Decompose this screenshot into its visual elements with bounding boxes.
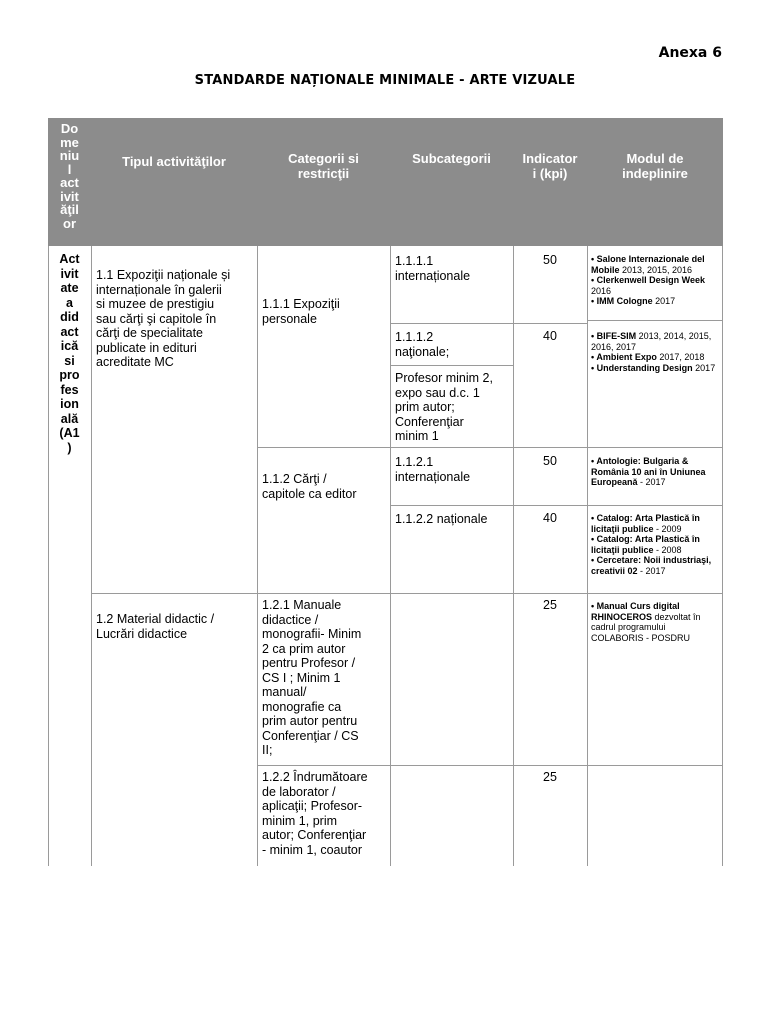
- mode-list-1-1-2-1: [587, 452, 722, 492]
- mode-item-detail: - 2017: [637, 477, 666, 487]
- mode-item-title: • Catalog: Arta Plastică în licitaţii publice: [591, 513, 700, 534]
- mode-list-1-2-1: [587, 597, 722, 647]
- mode-item: [591, 534, 718, 555]
- mode-item-detail: - 2009: [653, 523, 682, 534]
- kpi-1-2-2: 25: [543, 770, 557, 784]
- grid-line: [390, 323, 587, 324]
- mode-item-title: • Cercetare: Noii industriaşi, creativii 02: [591, 555, 712, 576]
- subcategory-1-1-1-1: 1.1.1.1 internaționale: [395, 254, 471, 283]
- mode-item-title: • Salone Internazionale del Mobile: [591, 254, 705, 275]
- grid-line: [257, 447, 722, 448]
- col-header-mode: Modul de indeplinire: [622, 151, 688, 181]
- category-1-2-2: 1.2.2 Îndrumătoare de laborator / aplicaţii; Profesor- minim 1, prim autor; Conferenţiar - minim 1, coautor: [262, 770, 368, 857]
- subcategory-1-1-2-2: 1.1.2.2 naționale: [395, 512, 488, 526]
- kpi-1-1-1-1: 50: [543, 253, 557, 267]
- mode-item: [591, 296, 718, 307]
- grid-line: [91, 593, 722, 594]
- category-1-2-1: 1.2.1 Manuale didactice / monografii- Minim 2 ca prim autor pentru Profesor / CS I ; Minim 1 manual/ monografie ca prim autor pentru Conferenţiar / CS II;: [262, 598, 362, 757]
- mode-item-detail: 2017: [652, 296, 676, 306]
- mode-item-title: • Clerkenwell Design Week: [591, 275, 706, 285]
- mode-item: [591, 352, 718, 363]
- category-1-1-2: 1.1.2 Cărţi / capitole ca editor: [262, 472, 357, 501]
- mode-list-1-1-2-2: [587, 509, 722, 580]
- mode-item-detail: 2016: [591, 285, 612, 296]
- page-title: STANDARDE NAȚIONALE MINIMALE - ARTE VIZUALE: [194, 73, 576, 88]
- category-1-1-1: 1.1.1 Expoziţii personale: [262, 297, 340, 326]
- kpi-1-1-2-1: 50: [543, 454, 557, 468]
- mode-item-detail: 2017: [692, 362, 716, 373]
- kpi-1-1-2-2: 40: [543, 511, 557, 525]
- mode-item-title: • Catalog: Arta Plastică în licitaţii publice: [591, 534, 700, 555]
- col-header-type: Tipul activităţilor: [122, 154, 226, 169]
- mode-item-title: • Manual Curs digital RHINOCEROS: [591, 601, 680, 622]
- grid-line: [587, 320, 722, 321]
- mode-item: [591, 275, 718, 296]
- mode-item-title: • BIFE-SIM: [591, 331, 637, 341]
- col-header-subcategories: Subcategorii: [412, 151, 491, 166]
- mode-item: [591, 601, 718, 643]
- grid-line: [390, 505, 722, 506]
- mode-item-title: • Antologie: Bulgaria & România 10 ani în Uniunea Europeană: [591, 456, 706, 487]
- grid-line: [257, 765, 722, 766]
- mode-list-1-1-1-2: [587, 327, 722, 377]
- mode-item: [591, 513, 718, 534]
- mode-item-detail: dezvoltat în cadrul programului COLABORIS - POSDRU: [591, 611, 701, 643]
- mode-list-1-1-1-1: [587, 250, 722, 311]
- kpi-1-2-1: 25: [543, 598, 557, 612]
- subcategory-1-1-1-2: 1.1.1.2 naţionale;: [395, 330, 450, 359]
- mode-item-detail: 2017, 2018: [656, 352, 705, 362]
- mode-item-title: • Ambient Expo: [591, 352, 657, 362]
- activity-1-2: 1.2 Material didactic / Lucrări didactice: [96, 612, 215, 641]
- kpi-1-1-1-2: 40: [543, 329, 557, 343]
- table-header-row: [48, 118, 723, 246]
- mode-item: [591, 555, 718, 576]
- mode-item-title: • Understanding Design: [591, 362, 693, 373]
- col-header-indicator: Indicator i (kpi): [522, 151, 578, 181]
- grid-line: [390, 365, 513, 366]
- mode-item: [591, 331, 718, 352]
- col-header-categories: Categorii si restricţii: [288, 151, 359, 181]
- mode-item-detail: - 2008: [653, 544, 682, 555]
- mode-item-detail: - 2017: [637, 565, 666, 576]
- col-header-domain: Do me niu l act ivit ăţil or: [48, 122, 91, 230]
- grid-line: [722, 246, 723, 866]
- subcategory-1-1-1-2-note: Profesor minim 2, expo sau d.c. 1 prim autor; Conferenţiar minim 1: [395, 371, 493, 443]
- mode-item: [591, 254, 718, 275]
- mode-item: [591, 456, 718, 488]
- mode-item-title: • IMM Cologne: [591, 296, 653, 306]
- mode-item: [591, 363, 718, 374]
- annex-label: Anexa 6: [658, 45, 722, 61]
- domain-cell: Act ivit ate a did act ică si pro fes ion ală (A1 ): [59, 252, 80, 455]
- subcategory-1-1-2-1: 1.1.2.1 internaționale: [395, 455, 471, 484]
- mode-item-detail: 2013, 2015, 2016: [619, 264, 693, 275]
- activity-1-1: 1.1 Expoziţii naționale și internaționale în galerii si muzee de prestigiu sau cărţi şi capitole în cărţi de specialitate publicate in edituri acreditate MC: [96, 268, 231, 369]
- mode-item-detail: 2013, 2014, 2015, 2016, 2017: [591, 331, 712, 352]
